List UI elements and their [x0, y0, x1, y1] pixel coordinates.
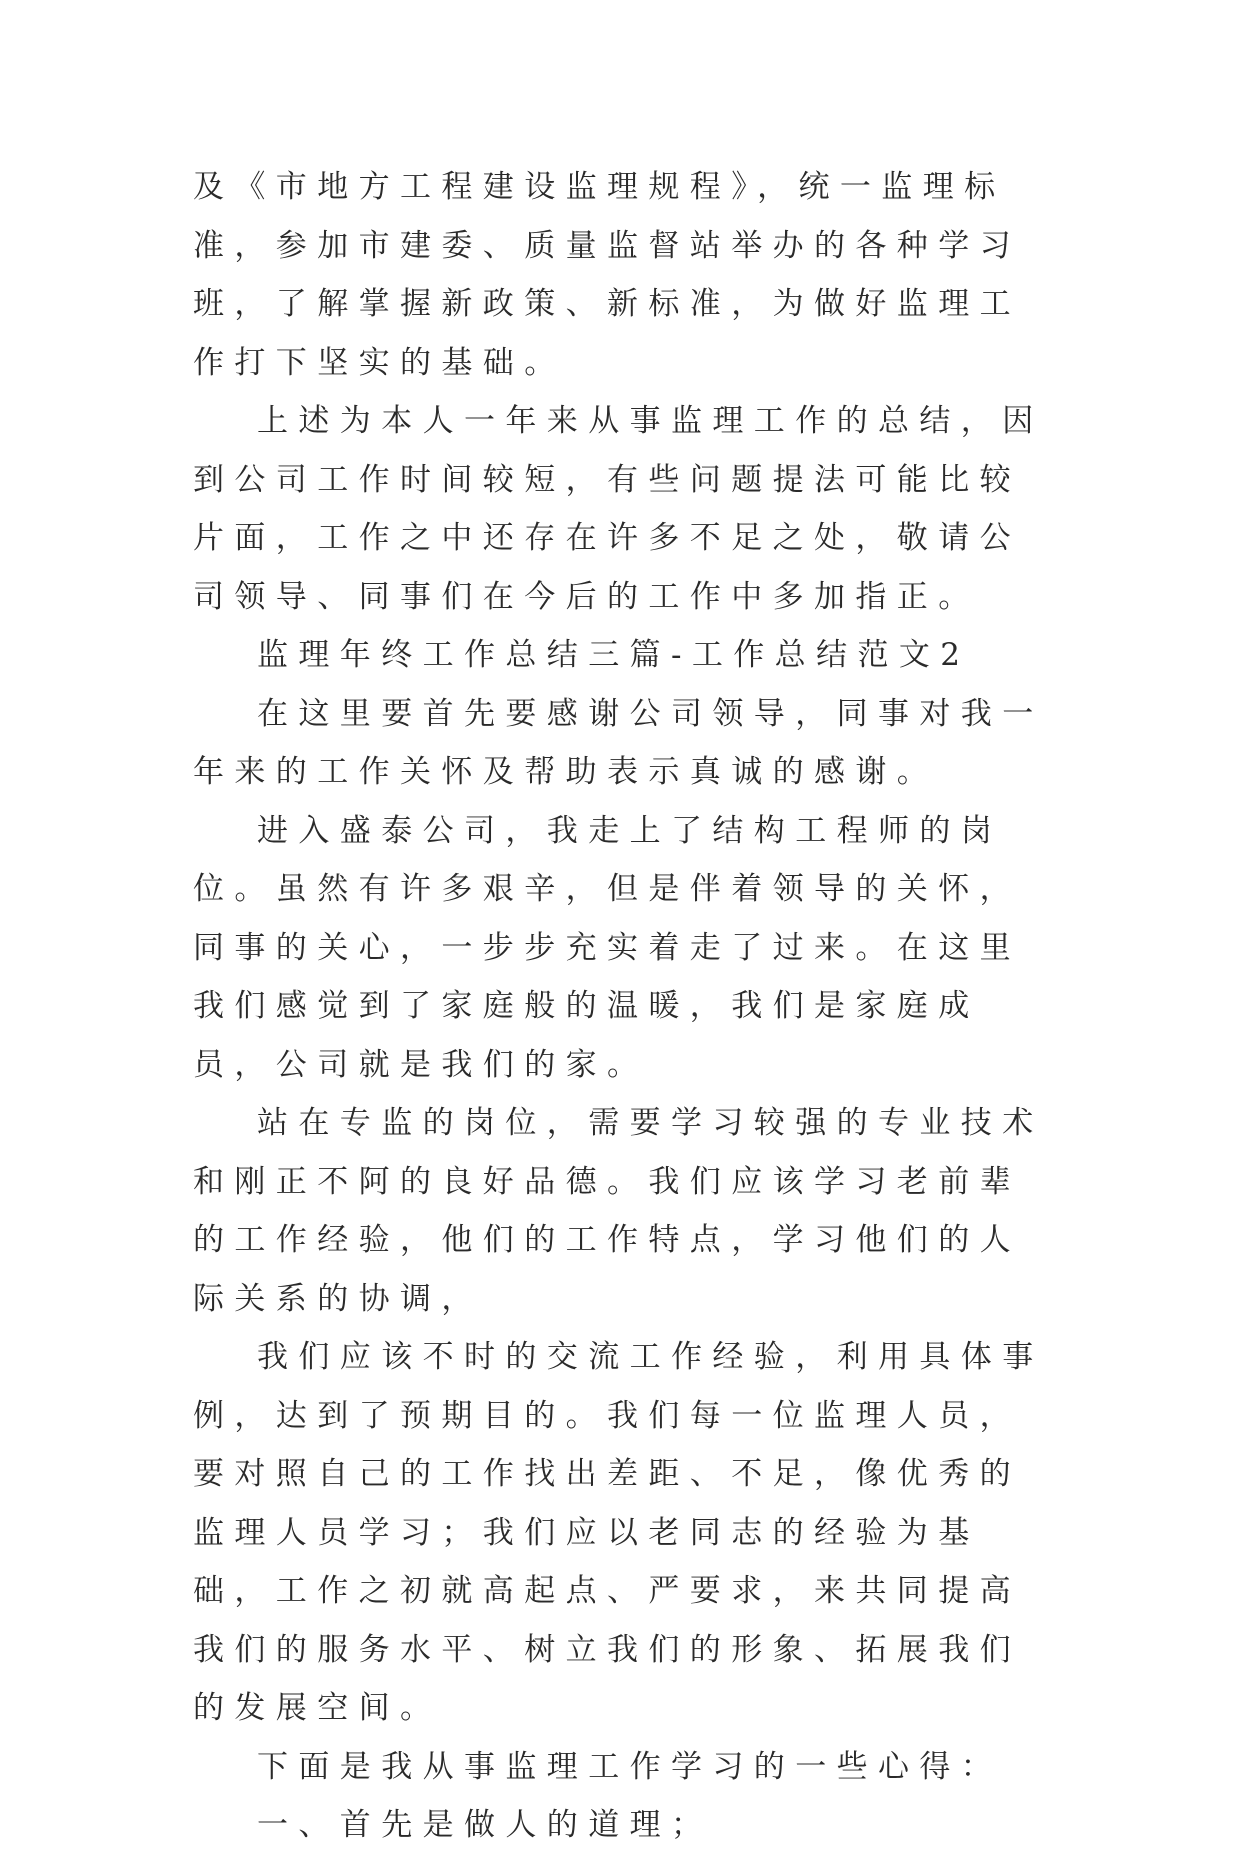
paragraph-joining-company: 进入盛泰公司，我走上了结构工程师的岗位。虽然有许多艰辛，但是伴着领导的关怀，同事的关心，一步步充实着走了过来。在这里我们感觉到了家庭般的温暖，我们是家庭成员，公司就是我们的家。	[193, 812, 1021, 1083]
paragraph-thanks: 在这里要首先要感谢公司领导，同事对我一年来的工作关怀及帮助表示真诚的感谢。	[193, 695, 1044, 790]
paragraph-summary: 上述为本人一年来从事监理工作的总结，因到公司工作时间较短，有些问题提法可能比较片面，工作之中还存在许多不足之处，敬请公司领导、同事们在今后的工作中多加指正。	[193, 403, 1044, 615]
list-item-first: 一、首先是做人的道理；	[257, 1807, 713, 1843]
section-title: 监理年终工作总结三篇-工作总结范文2	[257, 637, 971, 673]
paragraph-insights-intro: 下面是我从事监理工作学习的一些心得：	[257, 1748, 1003, 1785]
paragraph-continuation: 及《市地方工程建设监理规程》，统一监理标准，参加市建委、质量监督站举办的各种学习班，了解掌握新政策、新标准，为做好监理工作打下坚实的基础。	[193, 169, 1021, 381]
paragraph-professional-post: 站在专监的岗位，需要学习较强的专业技术和刚正不阿的良好品德。我们应该学习老前辈的工作经验，他们的工作特点，学习他们的人际关系的协调，	[193, 1105, 1044, 1317]
paragraph-exchange-experience: 我们应该不时的交流工作经验，利用具体事例，达到了预期目的。我们每一位监理人员，要对照自己的工作找出差距、不足，像优秀的监理人员学习；我们应以老同志的经验为基础，工作之初就高起点、严要求，来共同提高我们的服务水平、树立我们的形象、拓展我们的发展空间。	[193, 1339, 1044, 1726]
document-body	[193, 158, 1053, 1855]
